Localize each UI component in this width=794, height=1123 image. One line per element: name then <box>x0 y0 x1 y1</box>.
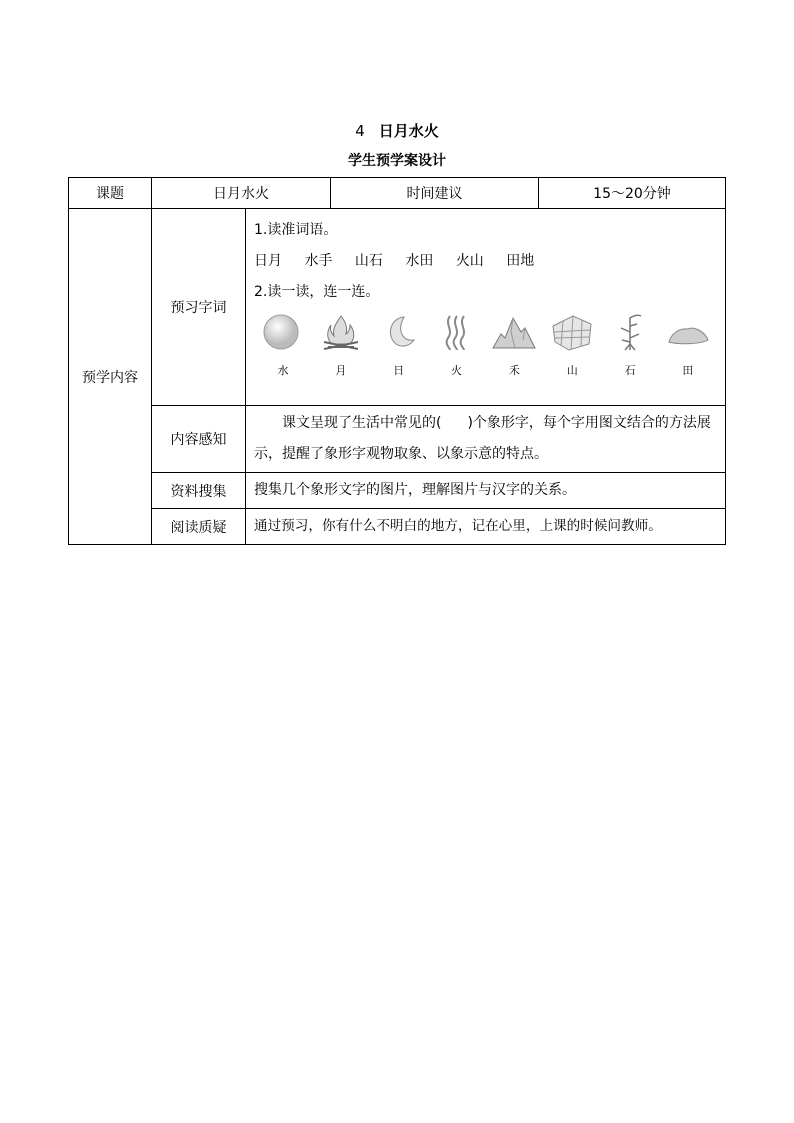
word-list <box>254 246 725 277</box>
topic-value: 日月水火 <box>152 178 331 209</box>
page-subtitle: 学生预学案设计 <box>348 153 446 169</box>
questions-text: 通过预习，你有什么不明白的地方，记在心里，上课的时候问教师。 <box>246 509 726 545</box>
stone-picture <box>665 312 711 352</box>
header-row <box>69 178 726 209</box>
character-row <box>254 354 725 384</box>
word-item: 水手 <box>304 253 333 269</box>
preview-table <box>68 177 726 545</box>
topic-label: 课题 <box>69 178 152 209</box>
word-item: 水田 <box>405 253 434 269</box>
materials-text: 搜集几个象形文字的图片，理解图片与汉字的关系。 <box>246 473 726 509</box>
grain-picture <box>607 312 653 352</box>
content-row <box>69 406 726 473</box>
sun-picture <box>260 312 306 352</box>
word-item: 火山 <box>455 253 484 269</box>
character-item: 禾 <box>508 364 520 377</box>
field-picture <box>549 312 595 352</box>
water-picture <box>434 312 480 352</box>
mountain-picture <box>491 312 537 352</box>
word-item: 日月 <box>254 253 282 269</box>
character-item: 火 <box>451 364 463 377</box>
character-item: 山 <box>566 364 578 377</box>
content-label: 内容感知 <box>152 406 246 473</box>
picture-row <box>254 308 725 354</box>
character-item: 田 <box>682 364 694 377</box>
time-label: 时间建议 <box>331 178 539 209</box>
vocab-row <box>69 209 726 406</box>
lesson-title: 日月水火 <box>378 122 439 140</box>
materials-label: 资料搜集 <box>152 473 246 509</box>
content-text-before: 课文呈现了生活中常见的( <box>282 415 442 431</box>
time-value: 15～20分钟 <box>539 178 726 209</box>
vocab-task-1: 1.读准词语。 <box>254 222 338 238</box>
character-item: 水 <box>277 364 289 377</box>
character-item: 月 <box>335 364 347 377</box>
word-item: 田地 <box>506 253 535 269</box>
content-text <box>246 406 726 473</box>
section-label: 预学内容 <box>69 209 152 545</box>
word-item: 山石 <box>354 253 383 269</box>
questions-label: 阅读质疑 <box>152 509 246 545</box>
vocab-task-2: 2.读一读，连一连。 <box>254 284 380 300</box>
lesson-title-line <box>0 120 794 141</box>
materials-row <box>69 473 726 509</box>
vocab-cell <box>246 209 726 406</box>
lesson-number: 4 <box>355 122 365 140</box>
moon-picture <box>376 312 422 352</box>
vocab-label: 预习字词 <box>152 209 246 406</box>
character-item: 石 <box>624 364 636 377</box>
fire-picture <box>318 312 364 352</box>
character-item: 日 <box>393 364 405 377</box>
content-text-after: )个象形字，每个字用图文结合的方法展示，提醒了象形字观物取象、以象示意的特点。 <box>254 415 711 462</box>
questions-row <box>69 509 726 545</box>
